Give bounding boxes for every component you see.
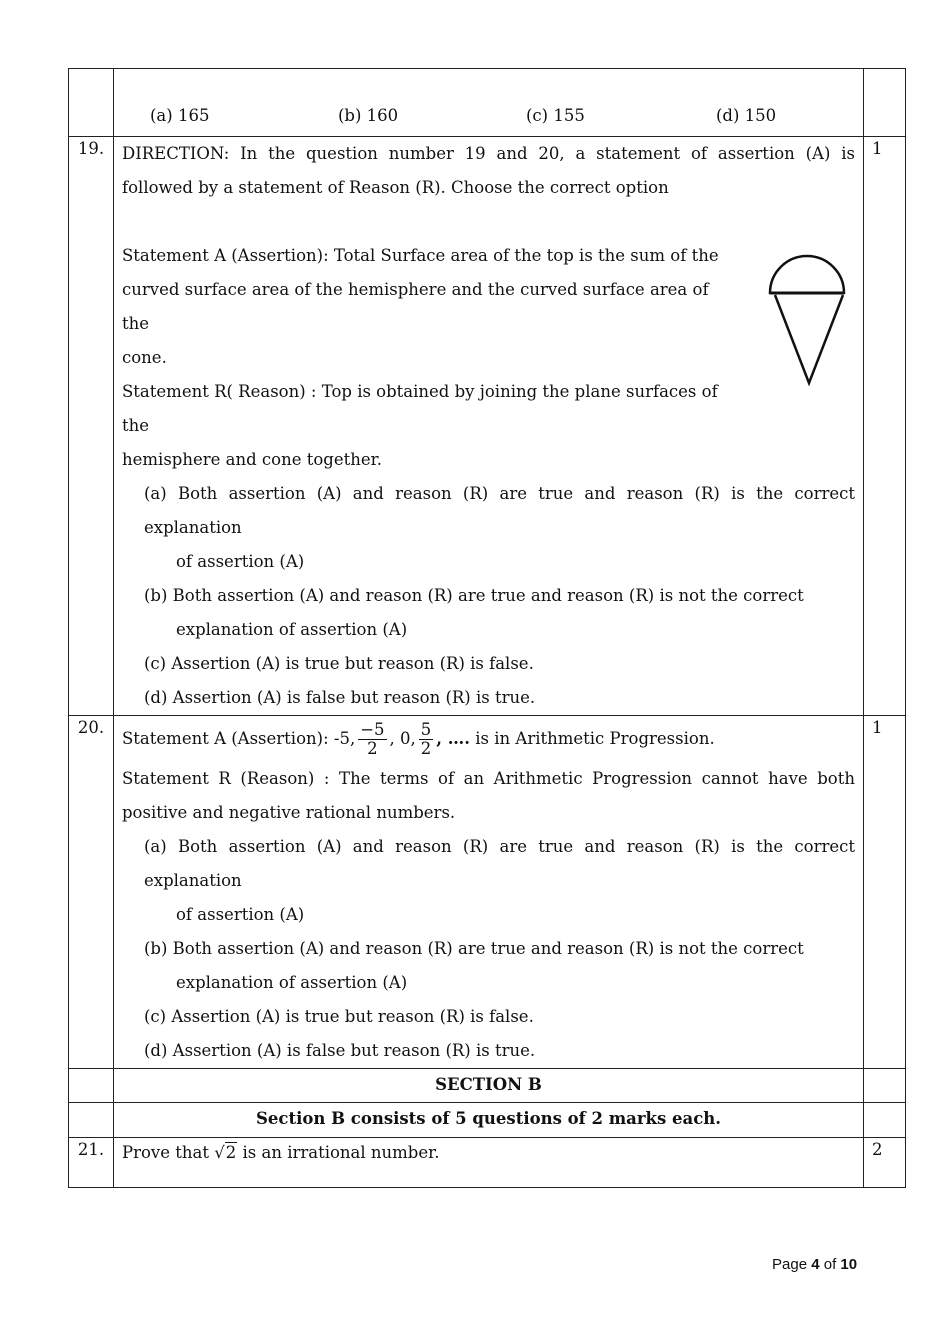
- q18-option-b: (b) 160: [338, 106, 399, 125]
- q21-text: Prove that √2 is an irrational number.: [122, 1138, 855, 1167]
- section-b-subtitle-row: [69, 1103, 906, 1138]
- q21-number: 21.: [69, 1138, 114, 1188]
- q19-reason: Statement R( Reason) : Top is obtained by joining the plane surfaces of the hemisphere and cone together.: [122, 382, 718, 469]
- q20-number: 20.: [69, 716, 114, 1069]
- q20-marks: 1: [864, 716, 906, 1069]
- q19-row: [69, 137, 906, 716]
- fraction-five-halves: $\frac{5}{2}$: [420, 720, 432, 758]
- q20-assertion: Statement A (Assertion): -5, $\frac{-5}{2}$ , 0, $\frac{5}{2}$ , …. is in Arithmetic Progression.: [122, 720, 715, 758]
- q18-option-c: (c) 155: [526, 106, 585, 125]
- q19-option-c: (c) Assertion (A) is true but reason (R) is false.: [144, 654, 534, 673]
- q18-option-a: (a) 165: [150, 106, 210, 125]
- q18-options: [122, 69, 855, 135]
- q20-option-d: (d) Assertion (A) is false but reason (R) is true.: [144, 1041, 536, 1060]
- cone-hemisphere-top-figure: [767, 237, 847, 387]
- q18-option-d: (d) 150: [716, 106, 777, 125]
- q18-options-row: [69, 69, 906, 137]
- question-table: [68, 68, 906, 1188]
- sqrt-two: √2: [214, 1143, 237, 1162]
- fraction-minus-five-halves: $\frac{-5}{2}$: [360, 720, 385, 758]
- q20-option-a: (a) Both assertion (A) and reason (R) are true and reason (R) is the correct explanation of assertion (A): [144, 837, 855, 924]
- section-b-title-row: [69, 1069, 906, 1103]
- q19-option-b: (b) Both assertion (A) and reason (R) are true and reason (R) is not the correct explanation of assertion (A): [144, 586, 804, 639]
- q19-body: [122, 137, 855, 715]
- q20-option-b: (b) Both assertion (A) and reason (R) are true and reason (R) is not the correct explanation of assertion (A): [144, 939, 804, 992]
- q19-marks: 1: [864, 137, 906, 716]
- q19-number: 19.: [69, 137, 114, 716]
- q19-option-a: (a) Both assertion (A) and reason (R) are true and reason (R) is the correct explanation of assertion (A): [144, 484, 855, 571]
- q21-row: [69, 1138, 906, 1188]
- q20-option-c: (c) Assertion (A) is true but reason (R) is false.: [144, 1007, 534, 1026]
- q20-reason: Statement R (Reason) : The terms of an Arithmetic Progression cannot have both positive and negative rational numbers.: [122, 769, 855, 822]
- q21-marks: 2: [864, 1138, 906, 1188]
- page-footer: Page 4 of 10: [772, 1256, 858, 1273]
- section-b-title: SECTION B: [114, 1069, 864, 1103]
- q19-assertion: Statement A (Assertion): Total Surface area of the top is the sum of the curved surface area of the hemisphere and the curved surface area of the cone.: [122, 246, 719, 367]
- q20-row: [69, 716, 906, 1069]
- section-b-subtitle: Section B consists of 5 questions of 2 marks each.: [114, 1103, 864, 1138]
- q19-option-d: (d) Assertion (A) is false but reason (R) is true.: [144, 688, 536, 707]
- q19-direction: DIRECTION: In the question number 19 and 20, a statement of assertion (A) is followed by a statement of Reason (R). Choose the correct option: [122, 144, 855, 197]
